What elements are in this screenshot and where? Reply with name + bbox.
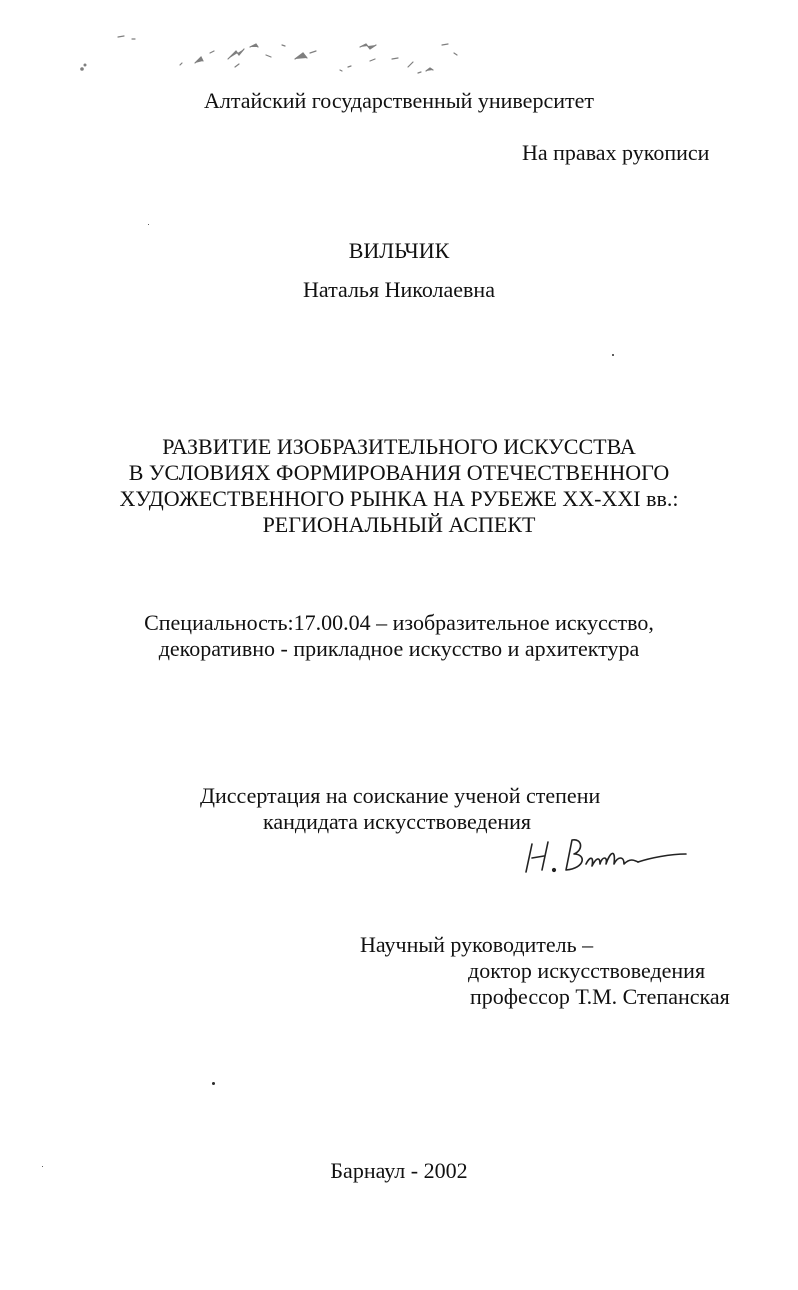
handwritten-signature bbox=[520, 828, 690, 883]
degree-line-1: Диссертация на соискание ученой степени bbox=[200, 783, 601, 808]
thesis-title-line-2: В УСЛОВИЯХ ФОРМИРОВАНИЯ ОТЕЧЕСТВЕННОГО bbox=[128, 460, 670, 485]
faint-stamp-marks bbox=[70, 25, 470, 85]
scan-speck bbox=[148, 224, 149, 225]
thesis-title-line-4: РЕГИОНАЛЬНЫЙ АСПЕКТ bbox=[262, 512, 536, 537]
scan-speck bbox=[612, 354, 614, 356]
author-surname: ВИЛЬЧИК bbox=[348, 238, 450, 263]
supervisor-name: профессор Т.М. Степанская bbox=[470, 984, 730, 1009]
university-name: Алтайский государственный университет bbox=[204, 88, 594, 113]
author-given-names: Наталья Николаевна bbox=[303, 277, 495, 302]
thesis-title-line-3: ХУДОЖЕСТВЕННОГО РЫНКА НА РУБЕЖЕ XX-XXI вв.: bbox=[119, 486, 679, 511]
rights-note: На правах рукописи bbox=[522, 140, 710, 165]
supervisor-role: Научный руководитель – bbox=[360, 932, 594, 957]
supervisor-degree: доктор искусствоведения bbox=[468, 958, 706, 983]
place-and-year: Барнаул - 2002 bbox=[330, 1158, 468, 1183]
degree-line-2: кандидата искусствоведения bbox=[263, 809, 532, 834]
specialty-line-2: декоративно - прикладное искусство и архитектура bbox=[158, 636, 640, 661]
specialty-line-1: Специальность:17.00.04 – изобразительное искусство, bbox=[144, 610, 654, 635]
thesis-title-line-1: РАЗВИТИЕ ИЗОБРАЗИТЕЛЬНОГО ИСКУССТВА bbox=[162, 434, 636, 459]
scan-speck bbox=[212, 1082, 215, 1085]
